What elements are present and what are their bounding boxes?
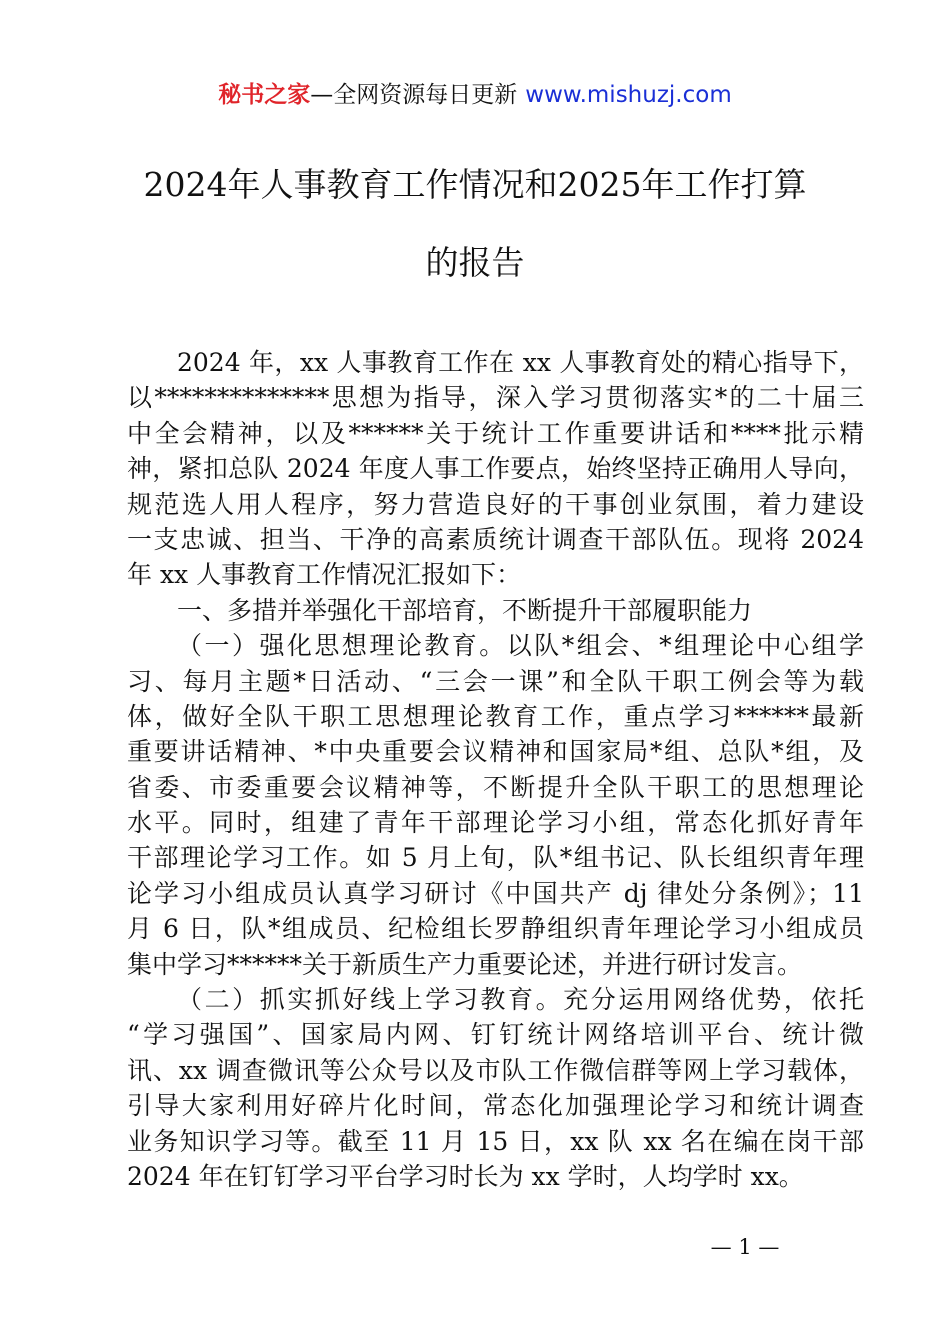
page-number: — 1 — <box>710 1235 780 1259</box>
header-dash: — <box>310 82 334 108</box>
body-line: （二）抓实抓好线上学习教育。充分运用网络优势，依托 <box>177 985 864 1015</box>
body-line: 神，紧扣总队 2024 年度人事工作要点，始终坚持正确用人导向， <box>127 454 864 484</box>
section-heading: 一、多措并举强化干部培育，不断提升干部履职能力 <box>177 595 753 625</box>
title-line: 的报告 <box>425 243 525 282</box>
body-line: 水平。同时，组建了青年干部理论学习小组，常态化抓好青年 <box>127 808 864 838</box>
body-line: 习、每月主题*日活动、“三会一课”和全队干职工例会等为载 <box>127 666 864 696</box>
body-line: 引导大家利用好碎片化时间，常态化加强理论学习和统计调查 <box>127 1091 864 1121</box>
body-line: 一支忠诚、担当、干净的高素质统计调查干部队伍。现将 2024 <box>127 524 864 554</box>
body-line: “学习强国”、国家局内网、钉钉统计网络培训平台、统计微 <box>127 1020 864 1050</box>
document-title <box>100 160 850 316</box>
body-line: 重要讲话精神、*中央重要会议精神和国家局*组、总队*组，及 <box>127 737 864 767</box>
site-header <box>0 78 950 112</box>
body-line: 体，做好全队干职工思想理论教育工作，重点学习******最新 <box>127 701 864 731</box>
body-line: 业务知识学习等。截至 11 月 15 日，xx 队 xx 名在编在岗干部 <box>127 1126 864 1156</box>
site-url-link[interactable]: www.mishuzj.com <box>525 82 732 108</box>
site-brand: 秘书之家 <box>218 82 311 108</box>
site-tagline: 全网资源每日更新 <box>333 82 518 108</box>
title-line: 2024年人事教育工作情况和2025年工作打算 <box>143 165 807 204</box>
body-line: 以**************思想为指导，深入学习贯彻落实*的二十届三 <box>127 383 864 413</box>
body-line: 2024 年在钉钉学习平台学习时长为 xx 学时，人均学时 xx。 <box>127 1161 804 1191</box>
body-line: 省委、市委重要会议精神等，不断提升全队干职工的思想理论 <box>127 772 864 802</box>
body-line: 中全会精神，以及******关于统计工作重要讲话和****批示精 <box>127 418 864 448</box>
body-line: 干部理论学习工作。如 5 月上旬，队*组书记、队长组织青年理 <box>127 843 864 873</box>
body-line: 年 xx 人事教育工作情况汇报如下： <box>127 560 522 590</box>
body-line: （一）强化思想理论教育。以队*组会、*组理论中心组学 <box>177 631 864 661</box>
body-line: 2024 年，xx 人事教育工作在 xx 人事教育处的精心指导下， <box>177 348 864 377</box>
document-body <box>127 345 864 1194</box>
body-line: 集中学习******关于新质生产力重要论述，并进行研讨发言。 <box>127 949 803 979</box>
body-line: 讯、xx 调查微讯等公众号以及市队工作微信群等网上学习载体， <box>127 1055 864 1085</box>
body-line: 规范选人用人程序，努力营造良好的干事创业氛围，着力建设 <box>127 489 864 519</box>
body-line: 月 6 日，队*组成员、纪检组长罗静组织青年理论学习小组成员 <box>127 914 864 944</box>
body-line: 论学习小组成员认真学习研讨《中国共产 dj 律处分条例》；11 <box>127 878 864 908</box>
